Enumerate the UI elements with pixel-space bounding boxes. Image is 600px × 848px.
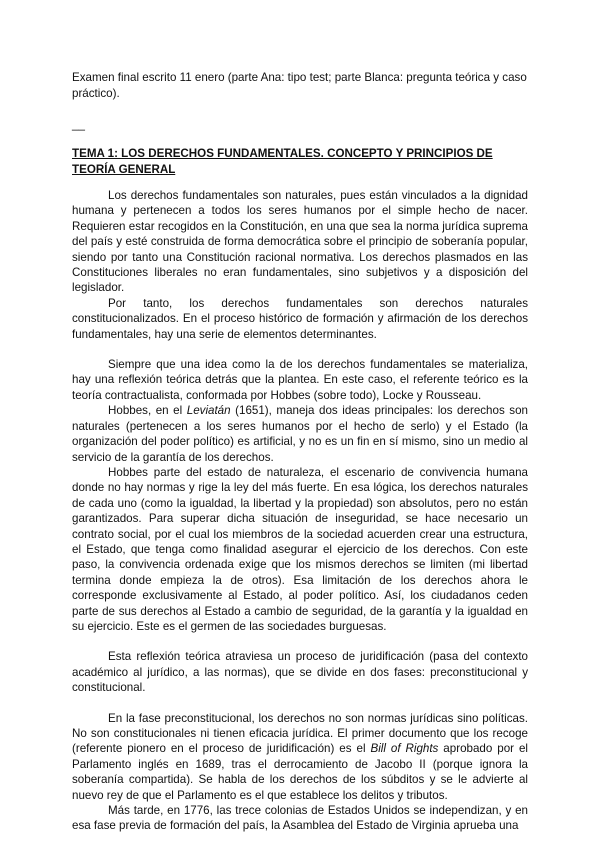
bill-of-rights-title: Bill of Rights <box>370 742 439 756</box>
paragraph-4-start: Hobbes, en el <box>108 404 187 418</box>
paragraph-2: Por tanto, los derechos fundamentales son derechos naturales constitucionalizados. En el proceso histórico de formación y afirmación de los derechos fundamentales, hay una serie de elementos determinantes. <box>72 296 528 341</box>
paragraph-5: Hobbes parte del estado de naturaleza, el escenario de convivencia humana donde no hay normas y rige la ley del más fuerte. En esa lógica, los derechos naturales de cada uno (como la igualdad, la libertad y la propiedad) son absolutos, pero no están garantizados. Para superar dicha situación de inseguridad, se hace necesario un contrato social, por el cual los miembros de la sociedad acuerden crear una estructura, el Estado, que tenga como finalidad asegurar el ejercicio de los derechos. Con este paso, la convivencia ordenada exige que los mismos derechos se limiten (mi libertad termina donde empieza la de otros). Esa limitación de los derechos ahora le corresponde exclusivamente al Estado, al poder político. Así, los ciudadanos ceden parte de sus derechos al Estado a cambio de seguridad, de la garantía y la igualdad en su ejercicio. Este es el germen de las sociedades burguesas. <box>72 465 528 633</box>
paragraph-3: Siempre que una idea como la de los derechos fundamentales se materializa, hay una reflexión teórica detrás que la plantea. En este caso, el referente teórico es la teoría contractualista, conformada por Hobbes (sobre todo), Locke y Rousseau. <box>72 358 528 402</box>
paragraph-6: Esta reflexión teórica atraviesa un proceso de juridificación (pasa del contexto académico al jurídico, a las normas), que se divide en dos fases: preconstitucional y constitucional. <box>72 650 528 695</box>
paragraph-7-end: aprobado por el Parlamento inglés en 1689, tras el derrocamiento de Jacobo II (porque ignora la soberanía compartida). Se habla de los derechos de los súbditos y se le advierte al nuevo rey de que el Parlamento es el que establece los delitos y tributos. <box>72 742 528 802</box>
leviatan-title: Leviatán <box>186 404 231 418</box>
paragraph-8: Más tarde, en 1776, las trece colonias de Estados Unidos se independizan, y en esa fase previa de formación del país, la Asamblea del Estado de Virginia aprueba una <box>72 804 528 833</box>
paragraph-7 <box>72 711 528 803</box>
paragraph-7-start: En la fase preconstitucional, los derechos no son normas jurídicas sino políticas. No son constitucionales ni tienen eficacia jurídica. El primer documento que los recoge (referente pionero en el proceso de juridificación) es el <box>72 711 528 756</box>
section-heading: TEMA 1: LOS DERECHOS FUNDAMENTALES. CONCEPTO Y PRINCIPIOS DE TEORÍA GENERAL <box>72 147 493 176</box>
paragraph-4-end: (1651), maneja dos ideas principales: los derechos son naturales (pertenecen a los seres humanos por el hecho de serlo) y el Estado (la organización del poder político) es artificial, y no es un fin en sí mismo, sino un medio al servicio de la garantía de los derechos. <box>72 404 528 464</box>
paragraph-4 <box>72 403 528 465</box>
separator: __ <box>72 118 85 132</box>
exam-note: Examen final escrito 11 enero (parte Ana: tipo test; parte Blanca: pregunta teórica y caso práctico). <box>72 71 527 100</box>
paragraph-1: Los derechos fundamentales son naturales, pues están vinculados a la dignidad humana y pertenecen a todos los seres humanos por el simple hecho de nacer. Requieren estar recogidos en la Constitución, en una que sea la norma jurídica suprema del país y esté construida de forma democrática sobre el principio de soberanía popular, siendo por tanto una Constitución racional normativa. Los derechos plasmados en las Constituciones liberales no eran fundamentales, sino subjetivos y a disposición del legislador. <box>72 189 528 295</box>
